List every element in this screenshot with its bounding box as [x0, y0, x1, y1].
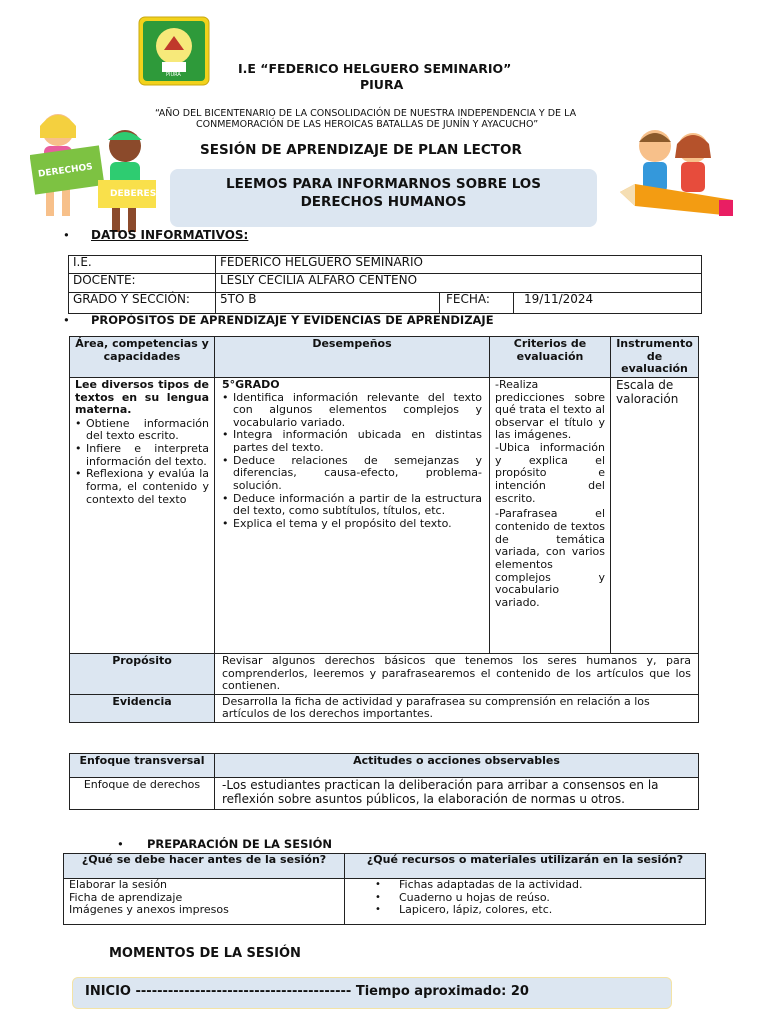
col-instrumento: Instrumento de evaluación [611, 337, 699, 378]
session-title: SESIÓN DE APRENDIZAJE DE PLAN LECTOR [200, 142, 522, 158]
preparacion-col-2: ¿Qué recursos o materiales utilizarán en la sesión? [345, 854, 706, 879]
momentos-heading: MOMENTOS DE LA SESIÓN [109, 946, 301, 961]
capacidad-item: • Reflexiona y evalúa la forma, el contenido y contexto del texto [75, 468, 209, 506]
school-logo [138, 16, 210, 86]
kids-rights-illustration [30, 108, 160, 243]
enfoque-name: Enfoque de derechos [70, 778, 215, 810]
enfoque-col-2: Actitudes o acciones observables [215, 754, 699, 778]
competencia: Lee diversos tipos de textos en su lengua materna. [75, 377, 209, 417]
criterios-cell [490, 377, 611, 653]
enfoque-col-1: Enfoque transversal [70, 754, 215, 778]
desempeno-item: • Explica el tema y el propósito del texto. [222, 518, 482, 531]
city-name: PIURA [360, 77, 404, 92]
preparacion-heading: PREPARACIÓN DE LA SESIÓN [147, 837, 333, 851]
banner-line-2: DERECHOS HUMANOS [300, 193, 467, 210]
sign-deberes: DEBERES [110, 189, 157, 199]
inicio-bar [72, 977, 672, 1009]
proposito-text: Revisar algunos derechos básicos que tenemos los seres humanos y, para comprenderlos, leeremos y parafrasearemos el contenido de los artículos que los contienen. [215, 653, 699, 694]
antes-item: Elaborar la sesión [69, 878, 168, 891]
preparacion-col-1: ¿Qué se debe hacer antes de la sesión? [64, 854, 345, 879]
school-name: I.E “FEDERICO HELGUERO SEMINARIO” [238, 61, 512, 76]
col-area: Área, competencias y capacidades [70, 337, 215, 378]
col-desempenos: Desempeños [215, 337, 490, 378]
evidencia-label: Evidencia [70, 694, 215, 722]
sign-derechos: DERECHOS [37, 162, 94, 180]
propositos-heading: PROPÓSITOS DE APRENDIZAJE Y EVIDENCIAS DE APRENDIZAJE [91, 313, 494, 327]
logo-caption: PIURA [166, 72, 181, 78]
banner-line-1: LEEMOS PARA INFORMARNOS SOBRE LOS [225, 176, 542, 192]
fecha-value: 19/11/2024 [514, 293, 702, 314]
recursos-cell [345, 879, 706, 925]
desempeno-item: • Integra información ubicada en distintas partes del texto. [222, 429, 482, 454]
instrumento-cell: Escala de valoración [611, 377, 699, 653]
area-cell [70, 377, 215, 653]
kids-pencil-illustration [615, 122, 740, 224]
datos-table [68, 255, 702, 314]
propositos-table [69, 336, 699, 723]
preparacion-table [63, 853, 706, 925]
desempenos-list [222, 392, 482, 531]
docente-value: LESLY CECILIA ALFARO CENTENO [216, 274, 702, 293]
enfoque-text: -Los estudiantes practican la deliberación para arribar a consensos en la reflexión sobre asuntos públicos, la elaboración de normas u otros. [215, 778, 699, 810]
proposito-label: Propósito [70, 653, 215, 694]
ie-value: FEDERICO HELGUERO SEMINARIO [216, 256, 702, 274]
antes-item: Ficha de aprendizaje [69, 890, 183, 904]
criterio-item: -Parafrasea el contenido de textos de temática variada, con varios elementos complejos y vocabulario variado. [495, 507, 605, 609]
evidencia-text: Desarrolla la ficha de actividad y parafrasea su comprensión en relación a los artículos de los derechos importantes. [215, 694, 699, 722]
inicio-label: INICIO ---------------------------------------- Tiempo aproximado: 20 [85, 984, 529, 999]
grado-value: 5TO B [216, 293, 440, 314]
year-motto-2: CONMEMORACIÓN DE LAS HEROICAS BATALLAS DE JUNÍN Y AYACUCHO” [196, 119, 539, 130]
desempenos-cell [215, 377, 490, 653]
desempeno-item: • Deduce información a partir de la estructura del texto, como subtítulos, títulos, etc. [222, 493, 482, 518]
capacidad-item: • Obtiene información del texto escrito. [75, 418, 209, 443]
desempeno-item: • Deduce relaciones de semejanzas y diferencias, causa-efecto, problema-solución. [222, 455, 482, 493]
docente-label: DOCENTE: [69, 274, 216, 293]
capacidad-item: • Infiere e interpreta información del texto. [75, 443, 209, 468]
recursos-list [375, 879, 675, 917]
desempeno-item: • Identifica información relevante del texto con algunos elementos complejos y vocabulario variado. [222, 392, 482, 430]
recurso-item: • Fichas adaptadas de la actividad. [375, 879, 675, 892]
fecha-label: FECHA: [440, 293, 514, 314]
recurso-item: • Lapicero, lápiz, colores, etc. [375, 904, 675, 917]
year-motto-1: “AÑO DEL BICENTENARIO DE LA CONSOLIDACIÓN DE NUESTRA INDEPENDENCIA Y DE LA [155, 108, 577, 119]
col-criterios: Criterios de evaluación [490, 337, 611, 378]
antes-cell [64, 879, 345, 925]
recurso-item: • Cuaderno u hojas de reúso. [375, 892, 675, 905]
grado-label: 5°GRADO [222, 377, 280, 391]
bullet-dot: • [63, 228, 70, 242]
bullet-dot: • [63, 313, 70, 327]
datos-heading: DATOS INFORMATIVOS: [91, 228, 249, 242]
bullet-dot: • [117, 837, 124, 851]
criterio-item: -Realiza predicciones sobre qué trata el texto al observar el título y las imágenes. [495, 377, 605, 442]
ie-label: I.E. [69, 256, 216, 274]
antes-item: Imágenes y anexos impresos [69, 903, 229, 917]
grado-label: GRADO Y SECCIÓN: [69, 293, 216, 314]
capacidades-list [75, 418, 209, 506]
enfoque-table [69, 753, 699, 810]
session-banner [170, 169, 597, 227]
criterio-item: -Ubica información y explica el propósito e intención del escrito. [495, 441, 605, 505]
